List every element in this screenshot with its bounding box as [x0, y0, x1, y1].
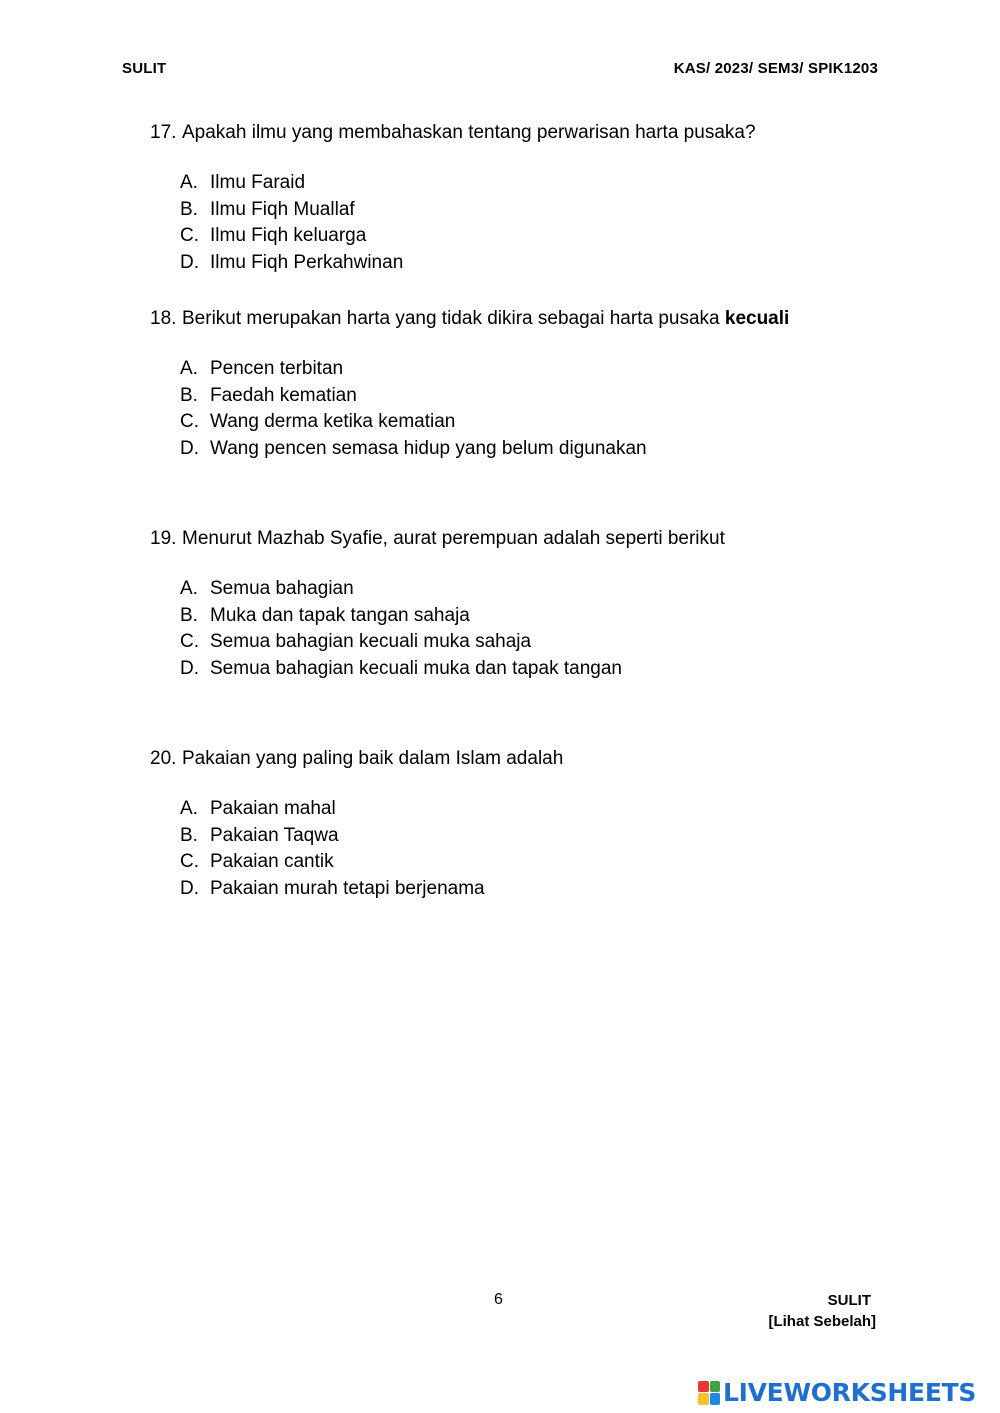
option-a[interactable] — [180, 170, 870, 197]
option-a[interactable] — [180, 796, 870, 823]
option-c[interactable] — [180, 409, 870, 436]
header-exam-code: KAS/ 2023/ SEM3/ SPIK1203 — [673, 60, 878, 77]
option-list — [180, 356, 870, 462]
option-b[interactable] — [180, 383, 870, 410]
question-18 — [150, 306, 870, 462]
option-text: Ilmu Fiqh Muallaf — [210, 198, 355, 220]
footer-note: [Lihat Sebelah] — [768, 1313, 876, 1330]
question-20 — [150, 746, 870, 902]
option-b[interactable] — [180, 197, 870, 224]
question-stem — [150, 746, 870, 772]
option-list — [180, 576, 870, 682]
option-text: Pakaian murah tetapi berjenama — [210, 877, 485, 899]
question-number: 20. — [150, 748, 177, 769]
option-text: Wang derma ketika kematian — [210, 411, 456, 433]
option-c[interactable] — [180, 223, 870, 250]
option-letter: A. — [180, 172, 198, 193]
header-classification: SULIT — [122, 60, 167, 77]
option-text: Semua bahagian kecuali muka dan tapak tangan — [210, 657, 622, 679]
option-text: Wang pencen semasa hidup yang belum digunakan — [210, 437, 647, 459]
logo-square-yellow — [698, 1393, 709, 1405]
option-letter: D. — [180, 251, 199, 273]
option-d[interactable] — [180, 436, 870, 463]
option-letter: B. — [180, 824, 198, 846]
option-letter: D. — [180, 877, 199, 899]
option-letter: C. — [180, 631, 199, 653]
logo-square-green — [710, 1381, 721, 1393]
option-letter: C. — [180, 851, 199, 873]
option-b[interactable] — [180, 603, 870, 630]
question-17 — [150, 120, 870, 276]
option-text: Pencen terbitan — [210, 358, 344, 379]
question-stem — [150, 306, 870, 332]
option-text: Pakaian mahal — [210, 798, 336, 819]
option-text: Semua bahagian — [210, 578, 354, 599]
option-text: Ilmu Fiqh Perkahwinan — [210, 251, 404, 273]
option-c[interactable] — [180, 629, 870, 656]
option-letter: A. — [180, 798, 198, 819]
option-letter: C. — [180, 411, 199, 433]
question-19 — [150, 526, 870, 682]
page-number: 6 — [494, 1291, 503, 1308]
question-emphasis: kecuali — [724, 308, 790, 329]
question-text: Menurut Mazhab Syafie, aurat perempuan adalah seperti berikut — [182, 528, 725, 549]
option-letter: B. — [180, 198, 198, 220]
question-number: 17. — [150, 122, 177, 143]
option-d[interactable] — [180, 876, 870, 903]
option-letter: B. — [180, 384, 198, 406]
option-c[interactable] — [180, 849, 870, 876]
option-b[interactable] — [180, 823, 870, 850]
option-a[interactable] — [180, 356, 870, 383]
option-d[interactable] — [180, 656, 870, 683]
option-letter: D. — [180, 657, 199, 679]
option-text: Ilmu Faraid — [210, 172, 306, 193]
option-text: Pakaian Taqwa — [210, 824, 339, 846]
option-a[interactable] — [180, 576, 870, 603]
option-letter: C. — [180, 225, 199, 247]
option-letter: A. — [180, 578, 198, 599]
question-text: Berikut merupakan harta yang tidak dikira sebagai harta pusaka — [182, 308, 725, 329]
option-letter: B. — [180, 604, 198, 626]
question-stem — [150, 120, 870, 146]
option-list — [180, 796, 870, 902]
option-text: Pakaian cantik — [210, 851, 334, 873]
question-text: Apakah ilmu yang membahaskan tentang perwarisan harta pusaka? — [182, 122, 756, 143]
option-letter: A. — [180, 358, 198, 379]
liveworksheets-logo-icon — [698, 1381, 720, 1405]
watermark-text: LIVEWORKSHEETS — [723, 1378, 977, 1407]
question-text: Pakaian yang paling baik dalam Islam adalah — [182, 748, 564, 769]
logo-square-blue — [710, 1393, 721, 1405]
option-list — [180, 170, 870, 276]
option-d[interactable] — [180, 250, 870, 277]
option-text: Faedah kematian — [210, 384, 357, 406]
question-number: 18. — [150, 308, 177, 329]
option-text: Muka dan tapak tangan sahaja — [210, 604, 470, 626]
question-number: 19. — [150, 528, 177, 549]
footer-classification: SULIT — [827, 1292, 871, 1309]
question-stem — [150, 526, 870, 552]
option-text: Ilmu Fiqh keluarga — [210, 225, 367, 247]
option-letter: D. — [180, 437, 199, 459]
liveworksheets-watermark — [698, 1378, 976, 1407]
option-text: Semua bahagian kecuali muka sahaja — [210, 631, 532, 653]
logo-square-red — [698, 1381, 709, 1393]
